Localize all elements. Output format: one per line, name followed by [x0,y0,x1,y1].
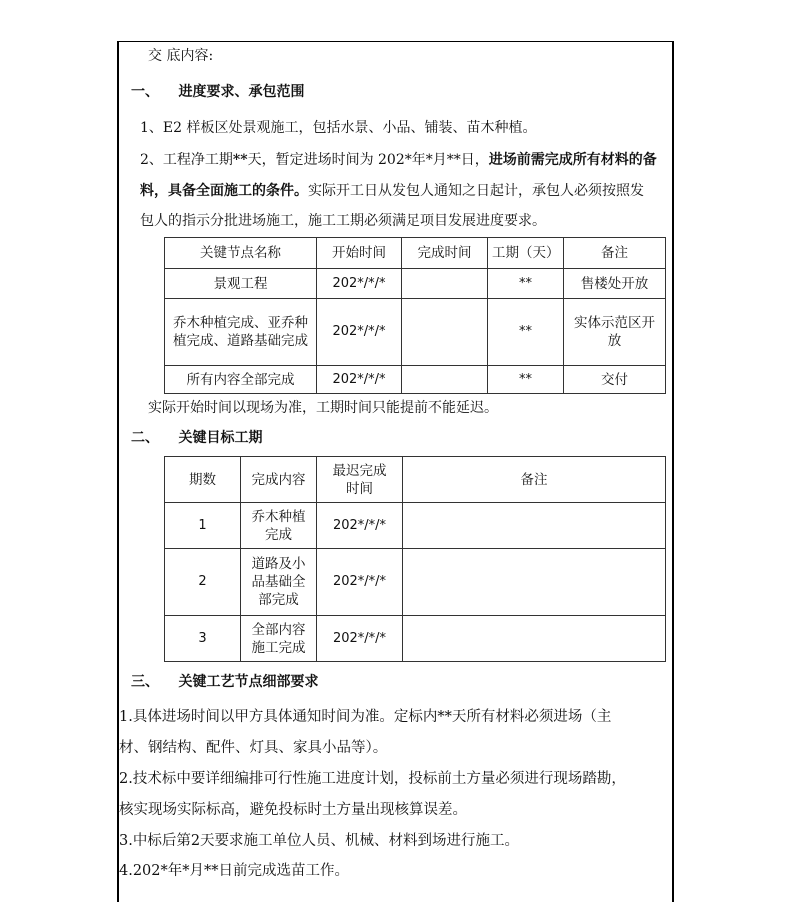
table-cell: 202*/*/* [317,299,402,366]
schedule-header-cell: 备注 [564,238,666,269]
milestone-header-row [165,457,666,503]
table-cell: 202*/*/* [317,503,403,549]
section1-item2-line2 [140,181,644,201]
table-cell: 售楼处开放 [564,269,666,299]
table-cell [403,616,666,662]
item2-text-a: 2、工程净工期 [140,152,233,168]
schedule-header-cell: 开始时间 [317,238,402,269]
table-cell: 202*/*/* [317,616,403,662]
table-cell: 202*/*/* [317,366,402,394]
section1-item1: 1、E2 样板区处景观施工，包括水景、小品、铺装、苗木种植。 [140,120,537,136]
section1-item2-line3: 包人的指示分批进场施工，施工工期必须满足项目发展进度要求。 [140,213,546,229]
table-cell: 1 [165,503,241,549]
table-cell: 乔木种植完成 [241,503,317,549]
schedule-header-cell: 工期（天） [488,238,564,269]
item2-line2-bold: 料，具备全面施工的条件。 [140,183,308,199]
briefing-heading: 交 底内容: [148,48,214,64]
table-cell: ** [488,366,564,394]
item2-text-bold: 进场前需完成所有材料的备 [488,152,657,168]
table-row [165,299,666,366]
table-cell: 道路及小品基础全部完成 [241,549,317,616]
schedule-header-cell: 完成时间 [402,238,488,269]
table-cell: ** [488,269,564,299]
table-row [165,366,666,394]
section3-title: 三、 关键工艺节点细部要求 [131,674,319,690]
table-cell [403,549,666,616]
item2-line2-rest: 实际开工日从发包人通知之日起计，承包人必须按照发 [308,183,644,199]
section3-p3: 3.中标后第2天要求施工单位人员、机械、材料到场进行施工。 [119,833,520,849]
milestone-header-cell: 期数 [165,457,241,503]
table-cell [403,503,666,549]
item2-text-b: ** [232,152,248,168]
table-cell: 3 [165,616,241,662]
table-cell: 202*/*/* [317,269,402,299]
section3-p1-line1: 1.具体进场时间以甲方具体通知时间为准。定标内**天所有材料必须进场（主 [119,709,612,725]
schedule-header-cell: 关键节点名称 [165,238,317,269]
milestone-header-cell: 完成内容 [241,457,317,503]
table-cell [402,299,488,366]
section1-title: 一、 进度要求、承包范围 [131,84,305,100]
table-cell: 景观工程 [165,269,317,299]
schedule-note: 实际开始时间以现场为准，工期时间只能提前不能延迟。 [148,400,498,416]
table-cell: 2 [165,549,241,616]
section3-p1-line2: 材、钢结构、配件、灯具、家具小品等）。 [119,740,388,756]
table-row [165,269,666,299]
section3-p2-line1: 2.技术标中要详细编排可行性施工进度计划，投标前土方量必须进行现场踏勘， [119,771,626,787]
table-cell: 交付 [564,366,666,394]
milestone-table [164,456,666,662]
table-cell [402,269,488,299]
section3-p4: 4.202*年*月**日前完成选苗工作。 [119,863,350,879]
table-row [165,503,666,549]
milestone-header-cell: 备注 [403,457,666,503]
section3-p2-line2: 核实现场实际标高，避免投标时土方量出现核算误差。 [119,802,467,818]
section2-title: 二、 关键目标工期 [131,430,263,446]
schedule-table [164,237,666,394]
table-cell: ** [488,299,564,366]
table-cell: 所有内容全部完成 [165,366,317,394]
section1-item2-line1 [140,150,657,170]
table-cell [402,366,488,394]
milestone-header-cell: 最迟完成时间 [317,457,403,503]
table-row [165,549,666,616]
item2-text-c: 天，暂定进场时间为 202*年*月**日， [247,152,489,168]
table-cell: 乔木种植完成、亚乔种植完成、道路基础完成 [165,299,317,366]
table-row [165,616,666,662]
table-cell: 全部内容施工完成 [241,616,317,662]
table-cell: 202*/*/* [317,549,403,616]
table-cell: 实体示范区开放 [564,299,666,366]
schedule-header-row [165,238,666,269]
